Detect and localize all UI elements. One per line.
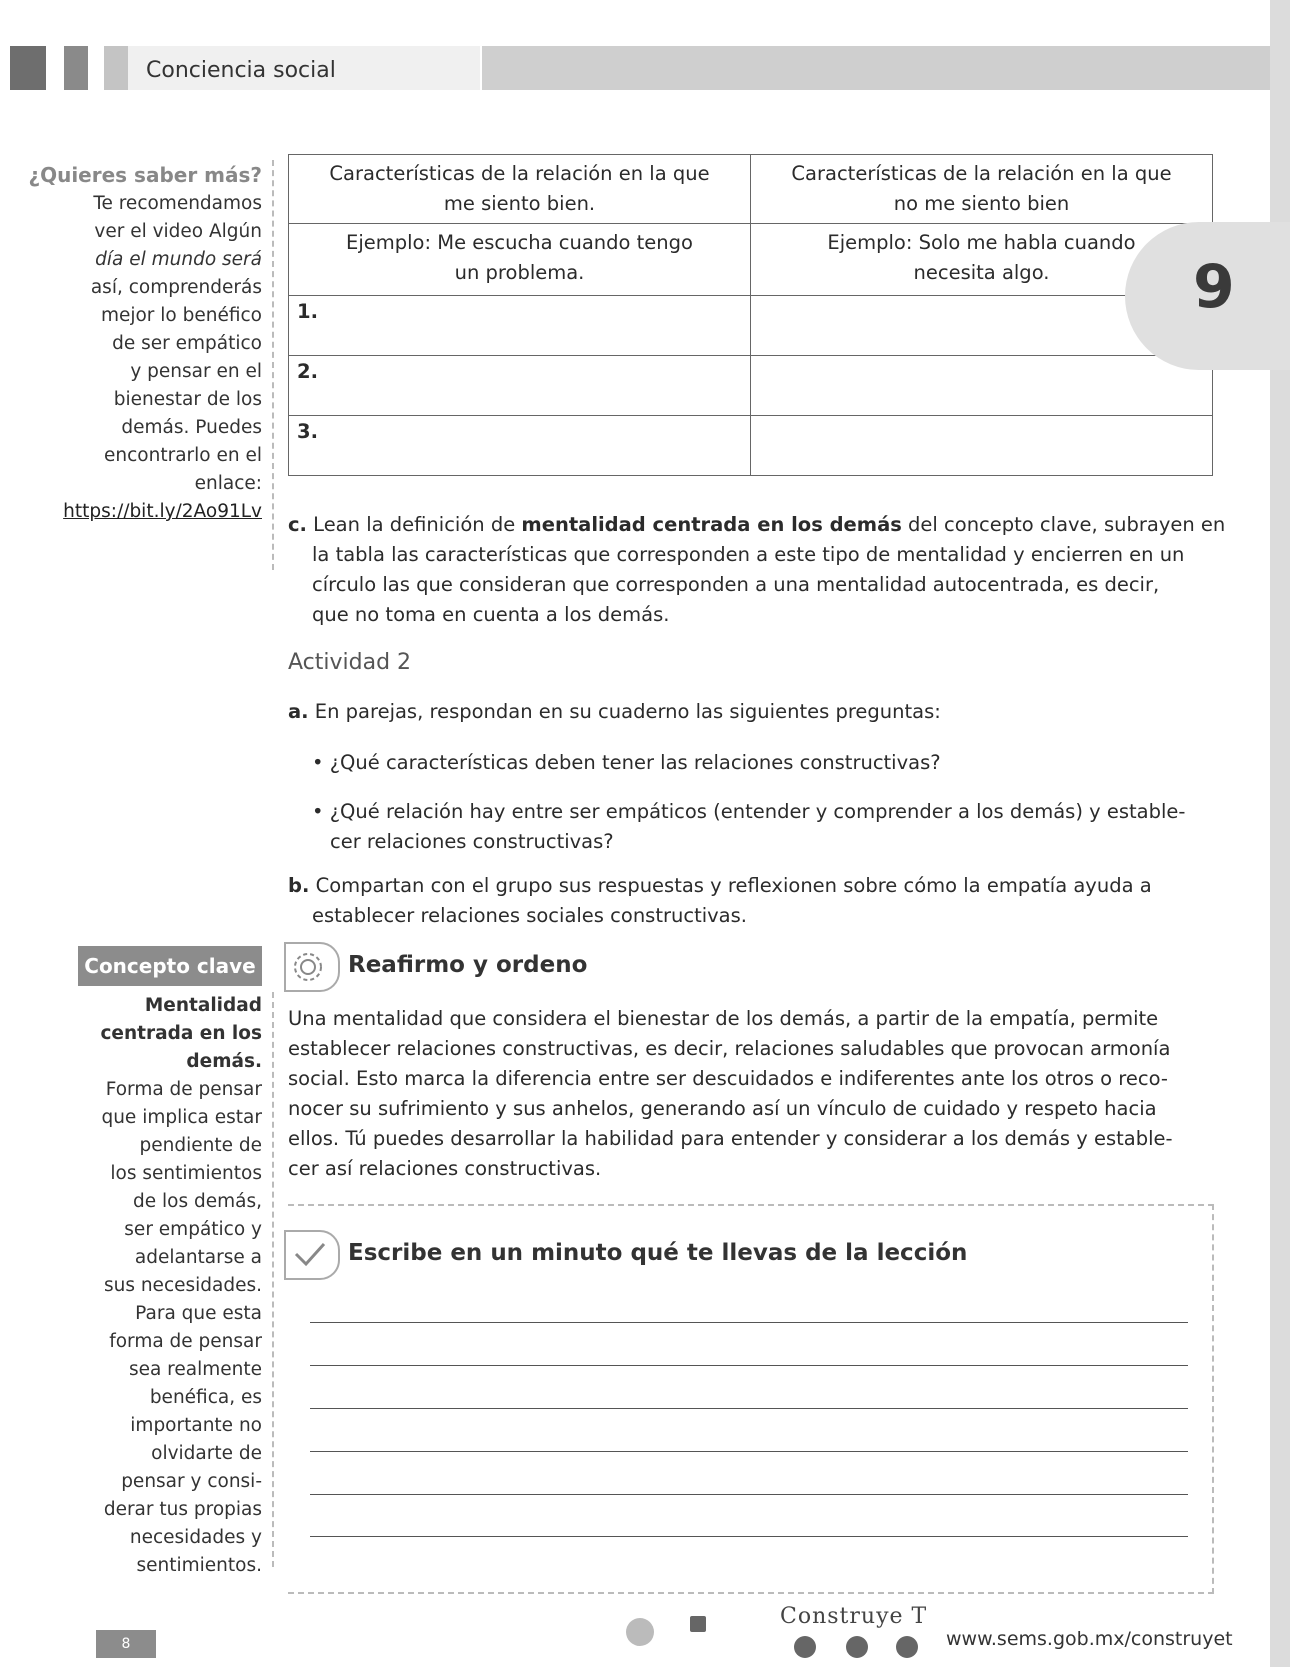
check-icon: [286, 1232, 338, 1278]
logo-circle-2-icon: [846, 1636, 868, 1658]
gear-icon: [286, 944, 338, 990]
quieres-line: mejor lo benéfico: [100, 305, 262, 326]
brand-construye-t: Construye T: [780, 1604, 928, 1629]
col1-header: Características de la relación en la que me siento bien.: [289, 155, 751, 224]
header-block-light: [104, 46, 128, 90]
write-line[interactable]: [310, 1451, 1188, 1452]
concept-badge: Concepto clave: [78, 946, 262, 986]
table-row-2-right[interactable]: [751, 356, 1213, 416]
quieres-line: de ser empático: [112, 333, 262, 354]
escribe-icon-box: [284, 1230, 340, 1280]
quieres-saber-title: ¿Quieres saber más?: [28, 163, 262, 187]
quieres-line: enlace:: [194, 473, 262, 494]
quieres-line: así, comprenderás: [90, 277, 262, 298]
table-row-3-right[interactable]: [751, 416, 1213, 476]
quieres-line: Te recomendamos: [93, 193, 262, 214]
reafirmo-text: Una mentalidad que considera el bienestar de los demás, a partir de la empatía, permite establecer relaciones constructivas, es decir, relaciones saludables que provocan armonía social. Esto marca la diferencia entre ser descuidados e indiferentes ante los otros o reco- nocer su sufrimiento y sus anhelos, generando así un vínculo de cuidado y respeto hacia ellos. Tú puedes desarrollar la habilidad para entender y considerar a los demás y estable- cer así relaciones constructivas.: [288, 1007, 1173, 1180]
relationship-table: [288, 154, 1213, 476]
write-line[interactable]: [310, 1494, 1188, 1495]
part-c-rest: la tabla las características que corresponden a este tipo de mentalidad y encierren en un círculo las que consideran que corresponden a una mentalidad autocentrada, es decir, que no toma en cuenta a los demás.: [312, 543, 1185, 626]
header-bar-right: [482, 46, 1270, 90]
part-c-line1: c. Lean la definición de mentalidad centrada en los demás del concepto clave, subrayen en: [288, 513, 1226, 536]
logo-circle-1-icon: [794, 1636, 816, 1658]
activity-a: a. En parejas, respondan en su cuaderno las siguientes preguntas:: [288, 700, 941, 723]
footer-url[interactable]: www.sems.gob.mx/construyet: [946, 1628, 1233, 1650]
table-row-3-left[interactable]: 3.: [289, 416, 751, 476]
write-line[interactable]: [310, 1365, 1188, 1366]
escribe-title: Escribe en un minuto qué te llevas de la lección: [348, 1240, 968, 1266]
video-link[interactable]: https://bit.ly/2Ao91Lv: [63, 501, 262, 522]
activity-title: Actividad 2: [288, 650, 412, 675]
write-line[interactable]: [310, 1322, 1188, 1323]
quieres-line: día el mundo será: [95, 249, 262, 270]
col2-example: Ejemplo: Solo me habla cuando necesita algo.: [751, 224, 1213, 296]
table-row-2-left[interactable]: 2.: [289, 356, 751, 416]
concept-definition: Mentalidad centrada en los demás. Forma de pensar que implica estar pendiente de los sentimientos de los demás, ser empático y adelantarse a sus necesidades. Para que esta forma de pensar sea realmente benéfica, es importante no olvidarte de pensar y consi- derar tus propias necesidades y sentimientos.: [100, 995, 262, 1576]
quieres-line: bienestar de los: [113, 389, 262, 410]
sep-seal-icon: [626, 1618, 654, 1646]
col2-header: Características de la relación en la que no me siento bien: [751, 155, 1213, 224]
lesson-number-tab: [1125, 222, 1290, 370]
quieres-saber-box: [12, 160, 262, 526]
quieres-line: demás. Puedes: [121, 417, 262, 438]
table-row-1-left[interactable]: 1.: [289, 296, 751, 356]
question-bullet-2: • ¿Qué relación hay entre ser empáticos (entender y comprender a los demás) y estable- cer relaciones constructivas?: [312, 800, 1186, 853]
reafirmo-title: Reafirmo y ordeno: [348, 952, 588, 978]
activity-b: b. Compartan con el grupo sus respuestas y reflexionen sobre cómo la empatía ayuda a establecer relaciones sociales constructivas.: [288, 874, 1152, 927]
question-bullet-1: • ¿Qué características deben tener las relaciones constructivas?: [312, 751, 941, 774]
header-block-dark: [10, 46, 46, 90]
lesson-number: 9: [1193, 252, 1235, 322]
logo-square-icon: [690, 1616, 706, 1632]
write-line[interactable]: [310, 1408, 1188, 1409]
logo-circle-3-icon: [896, 1636, 918, 1658]
header-block-mid: [64, 46, 88, 90]
write-line[interactable]: [310, 1536, 1188, 1537]
quieres-line: encontrarlo en el: [104, 445, 262, 466]
col1-example: Ejemplo: Me escucha cuando tengo un problema.: [289, 224, 751, 296]
concept-divider: [272, 992, 274, 1567]
quieres-line: ver el video Algún: [94, 221, 262, 242]
reafirmo-icon-box: [284, 942, 340, 992]
header-title: Conciencia social: [146, 58, 336, 83]
page-number: 8: [96, 1630, 156, 1658]
quieres-line: y pensar en el: [130, 361, 262, 382]
sidebar-divider: [272, 160, 274, 570]
